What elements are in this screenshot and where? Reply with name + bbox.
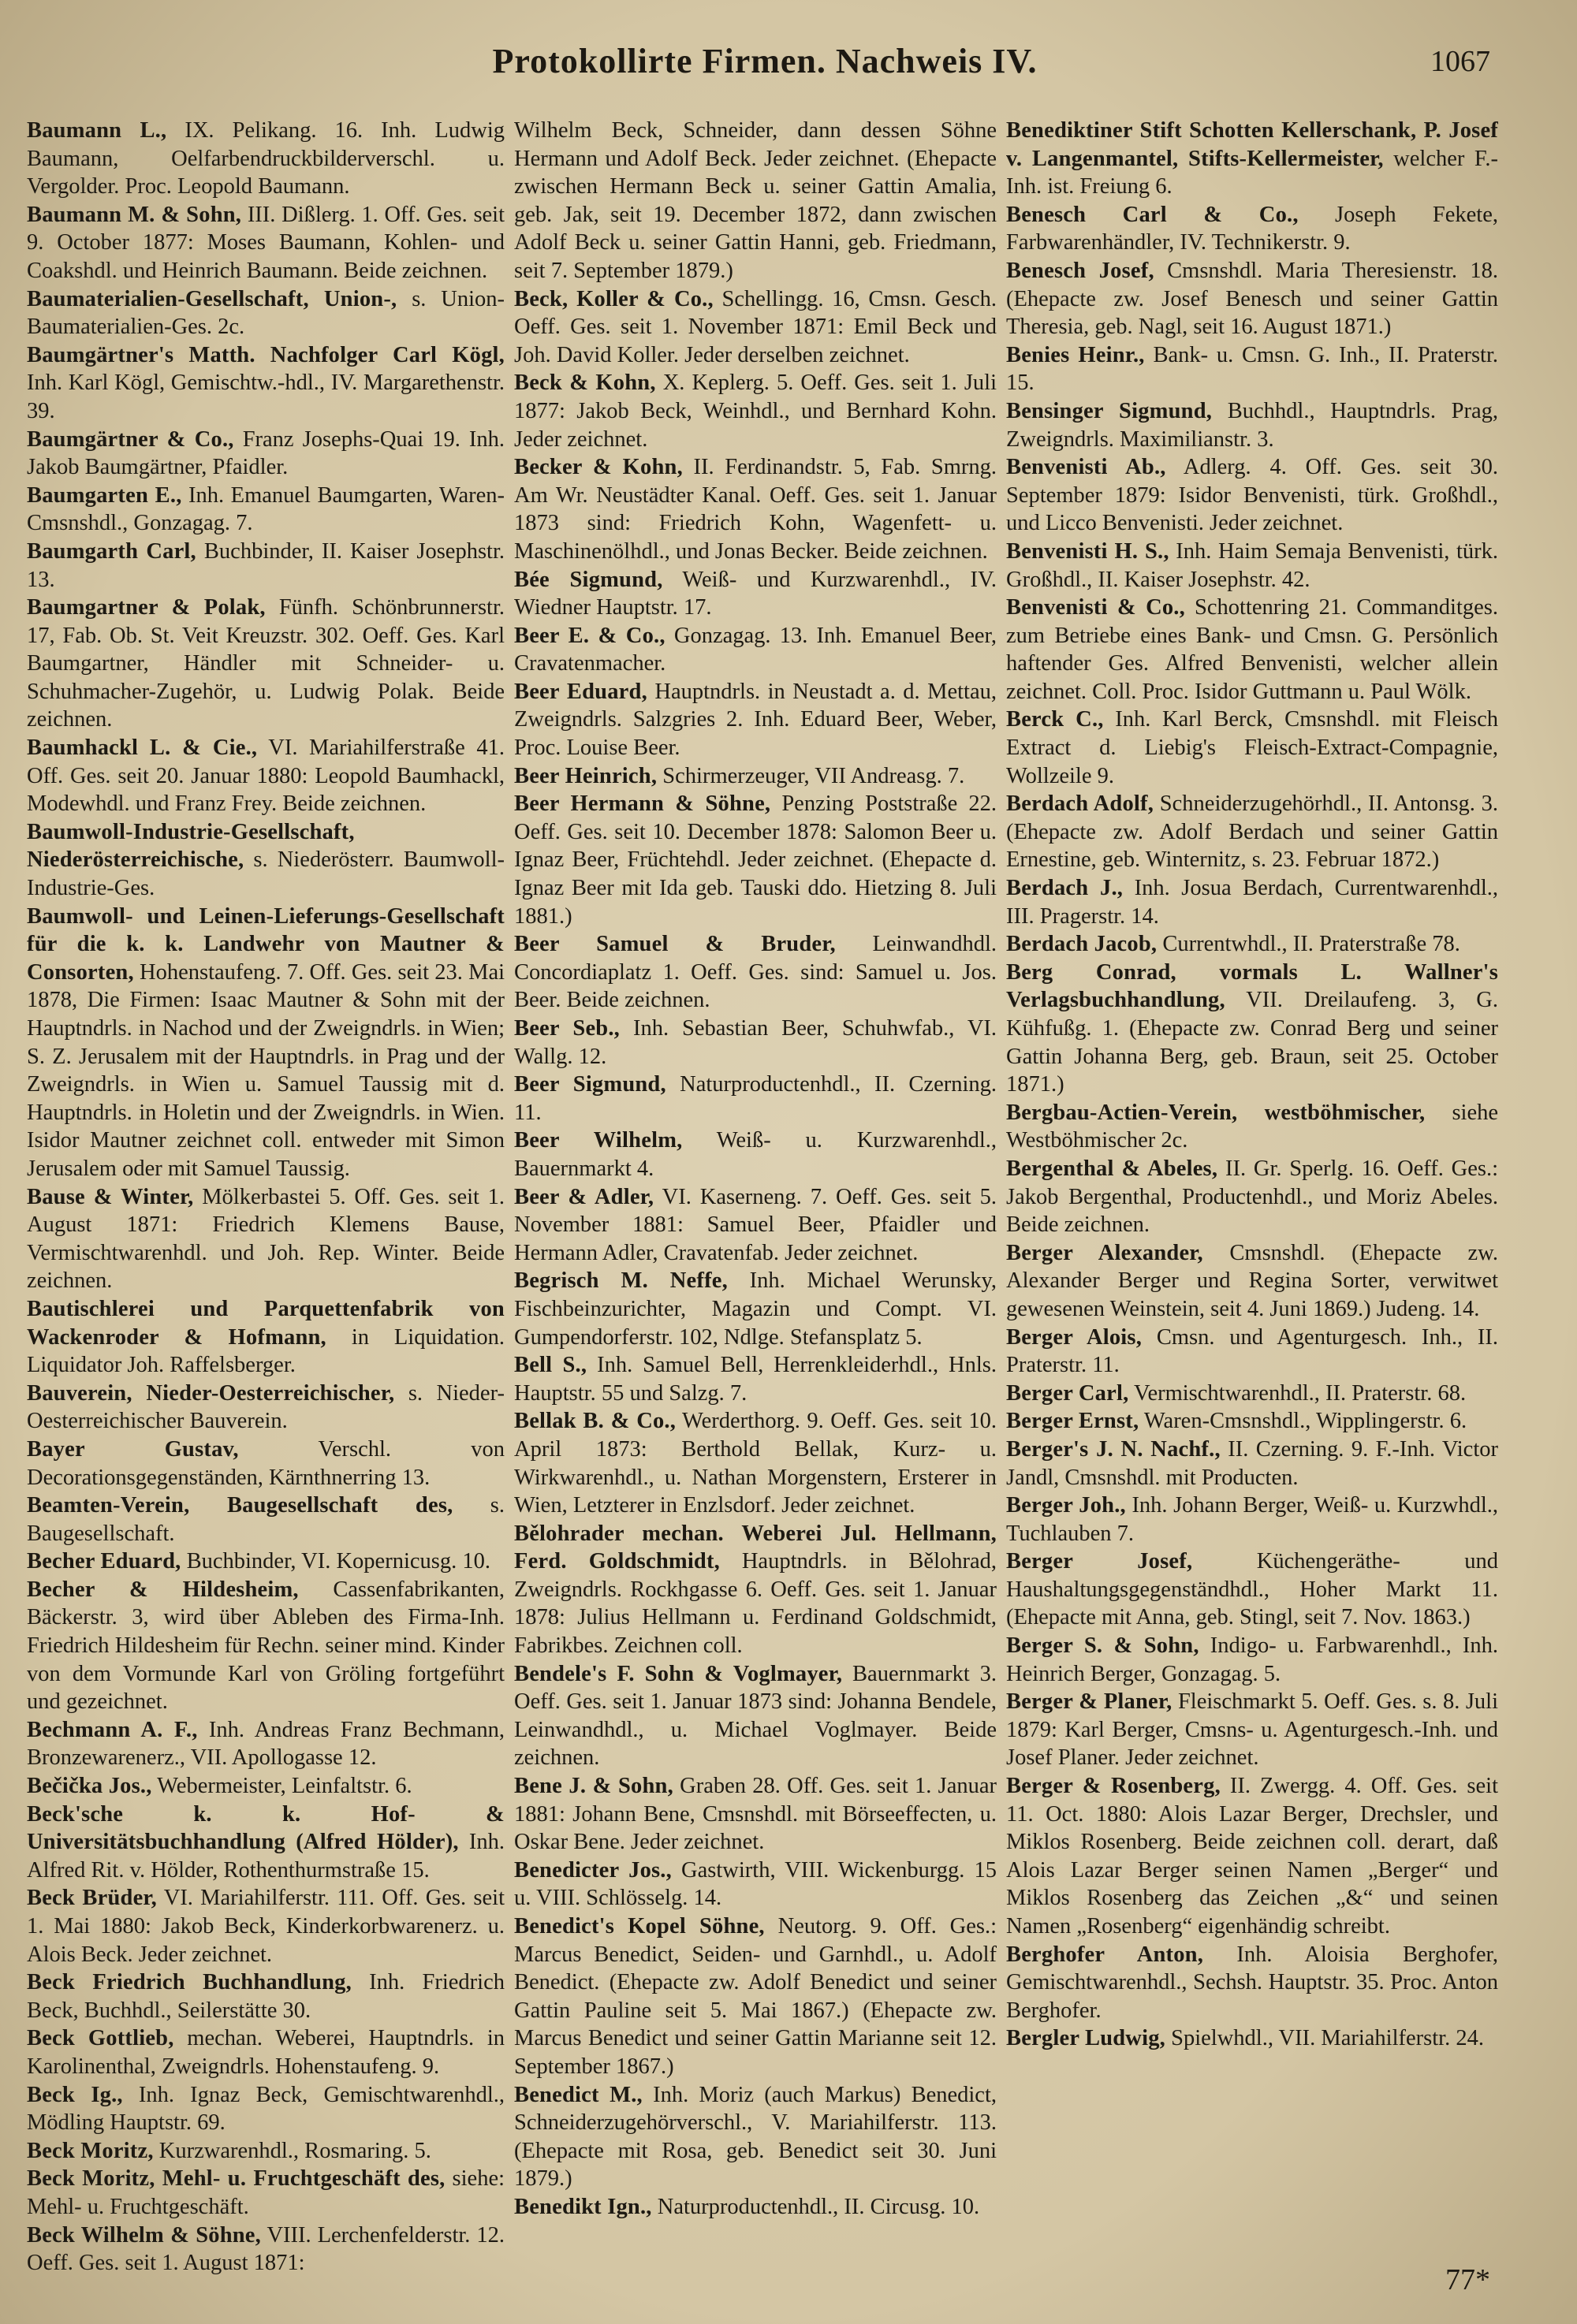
column-2 <box>514 117 997 2222</box>
directory-entry <box>27 1380 505 1436</box>
firm-name: Beck Gottlieb, <box>27 2026 174 2051</box>
firm-name: Bendele's F. Sohn & Voglmayer, <box>514 1661 843 1686</box>
entry-details: Cassenfabrikanten, Bäckerstr. 3, wird über Ableben des Firma-Inh. Friedrich Hildesheim für Rechn. seiner mind. Kinder von dem Vormunde Karl von Gröling fortgeführt und gezeichnet. <box>27 1577 505 1715</box>
directory-entry <box>514 1660 997 1772</box>
firm-name: Berger Josef, <box>1006 1549 1193 1574</box>
entry-details: Vermischtwarenhdl., II. Praterstr. 68. <box>1134 1380 1467 1406</box>
directory-entry <box>27 1436 505 1492</box>
firm-name: Beck'sche k. k. Hof- & Universitätsbuchhandlung (Alfred Hölder), <box>27 1801 505 1855</box>
directory-entry <box>514 930 997 1015</box>
directory-entry <box>27 1801 505 1885</box>
firm-name: Berg Conrad, vormals L. Wallner's Verlagsbuchhandlung, <box>1006 959 1498 1013</box>
directory-entry <box>27 1492 505 1547</box>
directory-entry <box>27 2137 505 2166</box>
entry-details: Buchhdl., Hauptndrls. Prag, Zweigndrls. Maximilianstr. 3. <box>1006 398 1499 452</box>
directory-entry <box>514 117 997 285</box>
firm-name: Berdach Jacob, <box>1006 932 1158 957</box>
directory-entry <box>27 1968 505 2024</box>
firm-name: Becher Eduard, <box>27 1549 181 1574</box>
firm-name: Begrisch M. Neffe, <box>514 1268 728 1294</box>
entry-details: Graben 28. Off. Ges. seit 1. Januar 1881: Johann Bene, Cmsnshdl. mit Börseeffecten, u. Oskar Bene. Jeder zeichnet. <box>514 1774 997 1855</box>
entry-details: Inh. Karl Berck, Cmsnshdl. mit Fleisch Extract d. Liebig's Fleisch-Extract-Compagnie, Wollzeile 9. <box>1006 707 1498 788</box>
directory-entry <box>27 201 505 285</box>
firm-name: Benedicter Jos., <box>514 1857 672 1883</box>
entry-details: II. Czerning. 9. F.-Inh. Victor Jandl, Cmsnshdl. mit Producten. <box>1006 1436 1498 1490</box>
directory-entry <box>27 117 505 201</box>
directory-entry <box>514 1351 997 1407</box>
firm-name: Benediktiner Stift Schotten Kellerschank, P. Josef v. Langenmantel, Stifts-Kellermeister, <box>1006 118 1498 171</box>
entry-details: Buchbinder, VI. Kopernicusg. 10. <box>186 1549 490 1574</box>
directory-entry <box>514 622 997 678</box>
directory-entry <box>1006 790 1498 874</box>
directory-entry <box>1006 930 1498 959</box>
directory-entry <box>1006 1632 1498 1688</box>
entry-details: Naturproductenhdl., II. Circusg. 10. <box>657 2194 980 2219</box>
directory-entry <box>1006 341 1498 397</box>
entry-details: Webermeister, Leinfaltstr. 6. <box>157 1774 412 1799</box>
entry-details: Cmsnshdl. Maria Theresienstr. 18. (Ehepacte zw. Josef Benesch und seiner Gattin Theresia, geb. Nagl, seit 16. August 1871.) <box>1006 258 1498 340</box>
entry-details: IX. Pelikang. 16. Inh. Ludwig Baumann, Oelfarbendruckbilderverschl. u. Vergolder. Proc. Leopold Baumann. <box>27 118 505 199</box>
directory-entry <box>1006 1380 1498 1408</box>
entry-details: Weiß- und Kurzwarenhdl., IV. Wiedner Hauptstr. 17. <box>514 567 997 620</box>
firm-name: Benesch Josef, <box>1006 258 1154 283</box>
directory-entry <box>1006 257 1498 341</box>
firm-name: Bergbau-Actien-Verein, westböhmischer, <box>1006 1100 1426 1125</box>
directory-entry <box>514 1520 997 1660</box>
entry-details: II. Gr. Sperlg. 16. Oeff. Ges.: Jakob Bergenthal, Productenhdl., und Moriz Abeles. Beide zeichnen. <box>1006 1156 1498 1238</box>
firm-name: Beck Ig., <box>27 2082 123 2107</box>
directory-entry <box>1006 1436 1498 1492</box>
directory-entry <box>27 2024 505 2080</box>
entry-details: II. Zwergg. 4. Off. Ges. seit 11. Oct. 1880: Alois Lazar Berger, Drechsler, und Miklos Rosenberg. Beide zeichnen coll. derart, daß Alois Lazar Berger seinen Namen „Berger“ und Miklos Rosenberg das Zeichen „&“ und seinen Namen „Rosenberg“ eigenhändig schreibt. <box>1006 1774 1498 1939</box>
column-1 <box>27 117 505 2277</box>
firm-name: Beer E. & Co., <box>514 623 665 648</box>
firm-name: Beer Samuel & Bruder, <box>514 932 836 957</box>
directory-entry <box>1006 2024 1498 2053</box>
entry-details: Schottenring 21. Commanditges. zum Betriebe eines Bank- und Cmsn. G. Persönlich haftender Ges. Alfred Benvenisti, welcher allein zeichnet. Coll. Proc. Isidor Guttmann u. Paul Wölk. <box>1006 595 1499 704</box>
directory-entry <box>514 678 997 762</box>
firm-name: Bensinger Sigmund, <box>1006 398 1213 423</box>
firm-name: Berger & Planer, <box>1006 1689 1172 1715</box>
firm-name: Berger S. & Sohn, <box>1006 1633 1199 1659</box>
firm-name: Bergler Ludwig, <box>1006 2026 1165 2051</box>
column-3 <box>1006 117 1498 2053</box>
firm-name: Beck, Koller & Co., <box>514 286 714 311</box>
directory-entry <box>514 1912 997 2081</box>
directory-entry <box>1006 397 1498 453</box>
directory-entry <box>27 426 505 482</box>
entry-details: Inh. Emanuel Baumgarten, Waren-Cmsnshdl., Gonzagag. 7. <box>27 482 505 536</box>
firm-name: Benies Heinr., <box>1006 342 1145 367</box>
firm-name: Baumhackl L. & Cie., <box>27 736 258 761</box>
entry-details: Schirmerzeuger, VII Andreasg. 7. <box>662 763 965 788</box>
entry-details: Inh. Friedrich Beck, Buchhdl., Seilerstätte 30. <box>27 1970 505 2023</box>
firm-name: Berdach Adolf, <box>1006 791 1154 817</box>
firm-name: Becher & Hildesheim, <box>27 1577 299 1602</box>
entry-details: Inh. Moriz (auch Markus) Benedict, Schneiderzugehörverschl., V. Mariahilferstr. 113. (Ehepacte mit Rosa, geb. Benedict seit 30. Juni 1879.) <box>514 2082 997 2192</box>
entry-details: s. Baugesellschaft. <box>27 1493 505 1546</box>
firm-name: Beer Seb., <box>514 1016 620 1041</box>
firm-name: Bée Sigmund, <box>514 567 663 592</box>
entry-details: Penzing Poststraße 22. Oeff. Ges. seit 10. December 1878: Salomon Beer u. Ignaz Beer, Früchtehdl. Jeder zeichnet. (Ehepacte d. Ignaz Beer mit Ida geb. Tauski ddo. Hietzing 8. Juli 1881.) <box>514 791 997 929</box>
firm-name: Baumaterialien-Gesellschaft, Union-, <box>27 286 397 311</box>
firm-name: Baumwoll- und Leinen-Lieferungs-Gesellschaft für die k. k. Landwehr von Mautner & Consorten, <box>27 903 505 985</box>
firm-name: Beer Heinrich, <box>514 763 658 788</box>
directory-entry <box>514 1267 997 1351</box>
directory-entry <box>1006 1772 1498 1941</box>
directory-entry <box>514 1183 997 1268</box>
entry-details: Fleischmarkt 5. Oeff. Ges. s. 8. Juli 1879: Karl Berger, Cmsns- u. Agenturgesch.-Inh. und Josef Planer. Jeder zeichnet. <box>1006 1689 1499 1771</box>
entry-details: Bauernmarkt 3. Oeff. Ges. seit 1. Januar 1873 sind: Johanna Bendele, Leinwandhdl., u. Michael Voglmayer. Beide zeichnen. <box>514 1661 997 1771</box>
entry-details: Gastwirth, VIII. Wickenburgg. 15 u. VIII. Schlösselg. 14. <box>514 1857 997 1911</box>
firm-name: Beck Wilhelm & Söhne, <box>27 2222 261 2248</box>
firm-name: Beer Wilhelm, <box>514 1128 683 1153</box>
directory-entry <box>1006 538 1498 594</box>
entry-details: Inh. Andreas Franz Bechmann, Bronzewarenerz., VII. Apollogasse 12. <box>27 1717 505 1771</box>
directory-entry <box>1006 453 1498 538</box>
directory-entry <box>1006 959 1498 1099</box>
firm-name: Beck & Kohn, <box>514 371 656 396</box>
directory-entry <box>27 1547 505 1576</box>
signature-mark: 77* <box>1445 2263 1490 2296</box>
directory-entry <box>514 453 997 565</box>
directory-entry <box>27 1884 505 1968</box>
firm-name: Berck C., <box>1006 707 1104 732</box>
entry-details: VI. Kaserneng. 7. Oeff. Ges. seit 5. November 1881: Samuel Beer, Pfaidler und Hermann Adler, Cravatenfab. Jeder zeichnet. <box>514 1184 997 1265</box>
firm-name: Baumwoll-Industrie-Gesellschaft, Niederösterreichische, <box>27 819 355 873</box>
firm-name: Benvenisti & Co., <box>1006 595 1185 620</box>
entry-details: Franz Josephs-Quai 19. Inh. Jakob Baumgärtner, Pfaidler. <box>27 426 505 480</box>
firm-name: Beer Eduard, <box>514 679 647 704</box>
entry-details: Leinwandhdl. Concordiaplatz 1. Oeff. Ges. sind: Samuel u. Jos. Beer. Beide zeichnen. <box>514 932 997 1013</box>
firm-name: Beck Moritz, Mehl- u. Fruchtgeschäft des, <box>27 2166 446 2192</box>
directory-entry <box>27 818 505 903</box>
directory-entry <box>1006 201 1498 257</box>
entry-details: Gonzagag. 13. Inh. Emanuel Beer, Cravatenmacher. <box>514 623 997 676</box>
directory-entry <box>514 762 997 791</box>
entry-details: Küchengeräthe- und Haushaltungsgegenständhdl., Hoher Markt 11. (Ehepacte mit Anna, geb. Stingl, seit 7. Nov. 1863.) <box>1006 1549 1498 1630</box>
directory-entry <box>1006 1099 1498 1155</box>
directory-entry <box>27 1772 505 1801</box>
firm-name: Baumgärtner & Co., <box>27 426 234 452</box>
firm-name: Bellak B. & Co., <box>514 1409 677 1434</box>
directory-entry <box>27 2081 505 2137</box>
entry-details: Hauptndrls. in Bělohrad, Zweigndrls. Rockhgasse 6. Oeff. Ges. seit 1. Januar 1878: Julius Hellmann u. Ferdinand Goldschmidt, Fabrikbes. Zeichnen coll. <box>514 1549 997 1659</box>
firm-name: Beck Moritz, <box>27 2138 154 2163</box>
firm-name: Bautischlerei und Parquettenfabrik von Wackenroder & Hofmann, <box>27 1296 505 1350</box>
firm-name: Benvenisti Ab., <box>1006 455 1166 480</box>
firm-name: Bauverein, Nieder-Oesterreichischer, <box>27 1380 395 1406</box>
entry-details: Weiß- u. Kurzwarenhdl., Bauernmarkt 4. <box>514 1128 997 1181</box>
entry-details: siehe: Mehl- u. Fruchtgeschäft. <box>27 2166 505 2219</box>
entry-details: X. Keplerg. 5. Oeff. Ges. seit 1. Juli 1877: Jakob Beck, Weinhdl., und Bernhard Kohn. Jeder zeichnet. <box>514 371 997 452</box>
entry-details: Currentwhdl., II. Praterstraße 78. <box>1162 932 1460 957</box>
firm-name: Benesch Carl & Co., <box>1006 202 1299 227</box>
directory-entry <box>514 2193 997 2222</box>
directory-entry <box>514 1772 997 1857</box>
entry-details: Naturproductenhdl., II. Czerning. 11. <box>514 1072 997 1125</box>
entry-details: Inh. Sebastian Beer, Schuhwfab., VI. Wallg. 12. <box>514 1016 997 1069</box>
firm-name: Benedikt Ign., <box>514 2194 652 2219</box>
firm-name: Beamten-Verein, Baugesellschaft des, <box>27 1493 453 1518</box>
entry-details: Schellingg. 16, Cmsn. Gesch. Oeff. Ges. seit 1. November 1871: Emil Beck und Joh. David Koller. Jeder derselben zeichnet. <box>514 286 997 367</box>
entry-details: Wilhelm Beck, Schneider, dann dessen Söhne Hermann und Adolf Beck. Jeder zeichnet. (Ehepacte zwischen Hermann Beck u. seiner Gattin Amalia, geb. Jak, seit 19. December 1872, dann zwischen Adolf Beck u. seiner Gattin Hanni, geb. Friedmann, seit 7. September 1879.) <box>514 118 997 283</box>
entry-details: Inh. Josua Berdach, Currentwarenhdl., III. Pragerstr. 14. <box>1006 876 1499 929</box>
entry-details: Spielwhdl., VII. Mariahilferstr. 24. <box>1171 2026 1484 2051</box>
entry-details: Hohenstaufeng. 7. Off. Ges. seit 23. Mai 1878, Die Firmen: Isaac Mautner & Sohn mit der Hauptndrls. in Nachod und der Zweigndrls. in Wien; S. Z. Jerusalem mit der Hauptndrls. in Prag und der Zweigndrls. in Wien u. Samuel Taussig mit d. Hauptndrls. in Holetin und der Zweigndrls. in Wien. Isidor Mautner zeichnet coll. entweder mit Simon Jerusalem oder mit Samuel Taussig. <box>27 959 505 1181</box>
entry-details: siehe Westböhmischer 2c. <box>1006 1100 1498 1153</box>
entry-details: Verschl. von Decorationsgegenständen, Kärnthnerring 13. <box>27 1436 505 1490</box>
page-header <box>0 41 1577 88</box>
directory-entry <box>514 1857 997 1912</box>
directory-entry <box>1006 1547 1498 1632</box>
firm-name: Benedict M., <box>514 2082 643 2107</box>
entry-details: III. Dißlerg. 1. Off. Ges. seit 9. October 1877: Moses Baumann, Kohlen- und Coakshdl. und Heinrich Baumann. Beide zeichnen. <box>27 202 505 283</box>
entry-details: s. Nieder-Oesterreichischer Bauverein. <box>27 1380 505 1434</box>
entry-details: Inh. Samuel Bell, Herrenkleiderhdl., Hnls. Hauptstr. 55 und Salzg. 7. <box>514 1353 997 1406</box>
entry-details: Inh. Johann Berger, Weiß- u. Kurzwhdl., Tuchlauben 7. <box>1006 1493 1499 1546</box>
directory-entry <box>27 1716 505 1772</box>
entry-details: Cmsnshdl. (Ehepacte zw. Alexander Berger und Regina Sorter, verwitwet gewesenen Weinstein, seit 4. Juni 1869.) Judeng. 14. <box>1006 1240 1499 1321</box>
firm-name: Baumgarth Carl, <box>27 538 196 564</box>
firm-name: Beck Brüder, <box>27 1886 157 1911</box>
entry-details: II. Ferdinandstr. 5, Fab. Smrng. Am Wr. Neustädter Kanal. Oeff. Ges. seit 1. Januar 1873 sind: Friedrich Kohn, Wagenfett- u. Maschinenölhdl., und Jonas Becker. Beide zeichnen. <box>514 455 997 564</box>
directory-entry <box>514 1015 997 1071</box>
firm-name: Bayer Gustav, <box>27 1436 239 1462</box>
firm-name: Berger & Rosenberg, <box>1006 1774 1221 1799</box>
entry-details: mechan. Weberei, Hauptndrls. in Karolinenthal, Zweigndrls. Hohenstaufeng. 9. <box>27 2026 505 2079</box>
directory-entry <box>514 1071 997 1127</box>
directory-entry <box>27 285 505 341</box>
firm-name: Baumgärtner's Matth. Nachfolger Carl Kögl, <box>27 342 505 367</box>
directory-entry <box>1006 1688 1498 1772</box>
entry-details: welcher F.-Inh. ist. Freiung 6. <box>1006 146 1499 199</box>
entry-details: Fünfh. Schönbrunnerstr. 17, Fab. Ob. St. Veit Kreuzstr. 302. Oeff. Ges. Karl Baumgartner, Händler mit Schneider- u. Schuhmacher-Zugehör, u. Ludwig Polak. Beide zeichnen. <box>27 595 505 732</box>
entry-details: Hauptndrls. in Neustadt a. d. Mettau, Zweigndrls. Salzgries 2. Inh. Eduard Beer, Weber, Proc. Louise Beer. <box>514 679 997 761</box>
firm-name: Benedict's Kopel Söhne, <box>514 1914 765 1939</box>
firm-name: Bell S., <box>514 1353 587 1378</box>
entry-details: VII. Dreilaufeng. 3, G. Kühfußg. 1. (Ehepacte zw. Conrad Berg und seiner Gattin Johanna Berg, geb. Braun, seit 25. October 1871.) <box>1006 988 1498 1097</box>
firm-name: Bečička Jos., <box>27 1774 152 1799</box>
entry-details: Neutorg. 9. Off. Ges.: Marcus Benedict, Seiden- und Garnhdl., u. Adolf Benedict. (Ehepacte zw. Adolf Benedict und seiner Gattin Pauline seit 5. Mai 1867.) (Ehepacte zw. Marcus Benedict und seiner Gattin Marianne seit 12. September 1867.) <box>514 1914 997 2079</box>
directory-entry <box>27 1576 505 1716</box>
entry-details: Inh. Aloisia Berghofer, Gemischtwarenhdl., Sechsh. Hauptstr. 35. Proc. Anton Berghofer. <box>1006 1942 1498 2023</box>
directory-entry <box>27 341 505 426</box>
firm-name: Beer & Adler, <box>514 1184 654 1209</box>
directory-entry <box>1006 117 1498 201</box>
firm-name: Baumann L., <box>27 118 167 143</box>
firm-name: Bause & Winter, <box>27 1184 194 1209</box>
directory-entry <box>514 566 997 622</box>
firm-name: Benvenisti H. S., <box>1006 538 1169 564</box>
directory-entry <box>1006 1941 1498 2025</box>
directory-entry <box>27 1183 505 1295</box>
directory-entry <box>1006 1155 1498 1239</box>
entry-details: Werderthorg. 9. Oeff. Ges. seit 10. April 1873: Berthold Bellak, Kurz- u. Wirkwarenhdl., u. Nathan Morgenstern, Ersterer in Wien, Letzterer in Enzlsdorf. Jeder zeichnet. <box>514 1409 997 1518</box>
directory-entry <box>27 482 505 538</box>
entry-details: Inh. Michael Werunsky, Fischbeinzurichter, Magazin und Compt. VI. Gumpendorferstr. 102, Ndlge. Stefansplatz 5. <box>514 1268 997 1350</box>
firm-name: Berger Carl, <box>1006 1380 1129 1406</box>
firm-name: Baumgartner & Polak, <box>27 595 266 620</box>
firm-name: Berger Ernst, <box>1006 1409 1139 1434</box>
entry-details: Joseph Fekete, Farbwarenhändler, IV. Technikerstr. 9. <box>1006 202 1498 255</box>
page-number: 1067 <box>1430 45 1490 78</box>
directory-entry <box>27 538 505 594</box>
entry-details: s. Union-Baumaterialien-Ges. 2c. <box>27 286 505 340</box>
directory-entry <box>1006 1407 1498 1436</box>
running-title: Protokollirte Firmen. Nachweis IV. <box>492 42 1038 80</box>
firm-name: Bene J. & Sohn, <box>514 1774 673 1799</box>
firm-name: Beer Hermann & Söhne, <box>514 791 771 817</box>
entry-details: VIII. Lerchenfelderstr. 12. Oeff. Ges. seit 1. August 1871: <box>27 2222 505 2276</box>
entry-details: Inh. Karl Kögl, Gemischtw.-hdl., IV. Margarethenstr. 39. <box>27 371 505 423</box>
directory-entry <box>27 594 505 734</box>
entry-details: VI. Mariahilferstr. 111. Off. Ges. seit 1. Mai 1880: Jakob Beck, Kinderkorbwarenerz. u. Alois Beck. Jeder zeichnet. <box>27 1886 505 1967</box>
entry-details: VI. Mariahilferstraße 41. Off. Ges. seit 20. Januar 1880: Leopold Baumhackl, Modewhdl. und Franz Frey. Beide zeichnen. <box>27 736 505 817</box>
entry-details: Schneiderzugehörhdl., II. Antonsg. 3. (Ehepacte zw. Adolf Berdach und seiner Gattin Ernestine, geb. Winternitz, s. 23. Februar 1872.) <box>1006 791 1498 873</box>
directory-entry <box>27 2165 505 2221</box>
firm-name: Beer Sigmund, <box>514 1072 666 1097</box>
firm-name: Bergenthal & Abeles, <box>1006 1156 1218 1181</box>
entry-details: Cmsn. und Agenturgesch. Inh., II. Praterstr. 11. <box>1006 1324 1499 1378</box>
entry-details: Inh. Ignaz Beck, Gemischtwarenhdl., Mödling Hauptstr. 69. <box>27 2082 505 2136</box>
directory-entry <box>514 285 997 370</box>
entry-details: Inh. Alfred Rit. v. Hölder, Rothenthurmstraße 15. <box>27 1830 505 1883</box>
directory-entry <box>27 903 505 1183</box>
entry-details: Indigo- u. Farbwarenhdl., Inh. Heinrich Berger, Gonzagag. 5. <box>1006 1633 1499 1686</box>
firm-name: Becker & Kohn, <box>514 455 683 480</box>
firm-name: Bechmann A. F., <box>27 1717 198 1742</box>
directory-entry <box>27 1295 505 1380</box>
directory-entry <box>514 1127 997 1182</box>
firm-name: Baumgarten E., <box>27 482 182 508</box>
directory-entry <box>1006 1239 1498 1324</box>
directory-entry <box>514 790 997 930</box>
entry-details: Buchbinder, II. Kaiser Josephstr. 13. <box>27 538 505 592</box>
firm-name: Beck Friedrich Buchhandlung, <box>27 1970 352 1995</box>
entry-details: Adlerg. 4. Off. Ges. seit 30. September 1879: Isidor Benvenisti, türk. Großhdl., und Licco Benvenisti. Jeder zeichnet. <box>1006 455 1498 536</box>
entry-details: s. Niederösterr. Baumwoll-Industrie-Ges. <box>27 847 505 901</box>
entry-details: in Liquidation. Liquidator Joh. Raffelsberger. <box>27 1324 505 1378</box>
entry-details: Inh. Haim Semaja Benvenisti, türk. Großhdl., II. Kaiser Josephstr. 42. <box>1006 538 1498 592</box>
firm-name: Berger Alois, <box>1006 1324 1143 1350</box>
directory-entry <box>1006 706 1498 790</box>
entry-details: Mölkerbastei 5. Off. Ges. seit 1. August 1871: Friedrich Klemens Bause, Vermischtwarenhdl. und Joh. Rep. Winter. Beide zeichnen. <box>27 1184 505 1294</box>
firm-name: Berger Joh., <box>1006 1493 1126 1518</box>
firm-name: Berdach J., <box>1006 876 1124 901</box>
directory-entry <box>1006 874 1498 930</box>
firm-name: Berger Alexander, <box>1006 1240 1203 1265</box>
entry-details: Waren-Cmsnshdl., Wipplingerstr. 6. <box>1143 1409 1467 1434</box>
directory-entry <box>514 1407 997 1519</box>
directory-entry <box>1006 1492 1498 1547</box>
directory-entry <box>27 734 505 818</box>
firm-name: Berghofer Anton, <box>1006 1942 1204 1967</box>
directory-entry <box>1006 594 1498 706</box>
directory-entry <box>514 2081 997 2193</box>
entry-details: Kurzwarenhdl., Rosmaring. 5. <box>158 2138 431 2163</box>
directory-entry <box>27 2222 505 2277</box>
entry-details: Bank- u. Cmsn. G. Inh., II. Praterstr. 15. <box>1006 342 1499 396</box>
firm-name: Bělohrader mechan. Weberei Jul. Hellmann, Ferd. Goldschmidt, <box>514 1521 997 1574</box>
directory-entry <box>514 369 997 453</box>
firm-name: Baumann M. & Sohn, <box>27 202 242 227</box>
firm-name: Berger's J. N. Nachf., <box>1006 1436 1221 1462</box>
directory-entry <box>1006 1324 1498 1380</box>
